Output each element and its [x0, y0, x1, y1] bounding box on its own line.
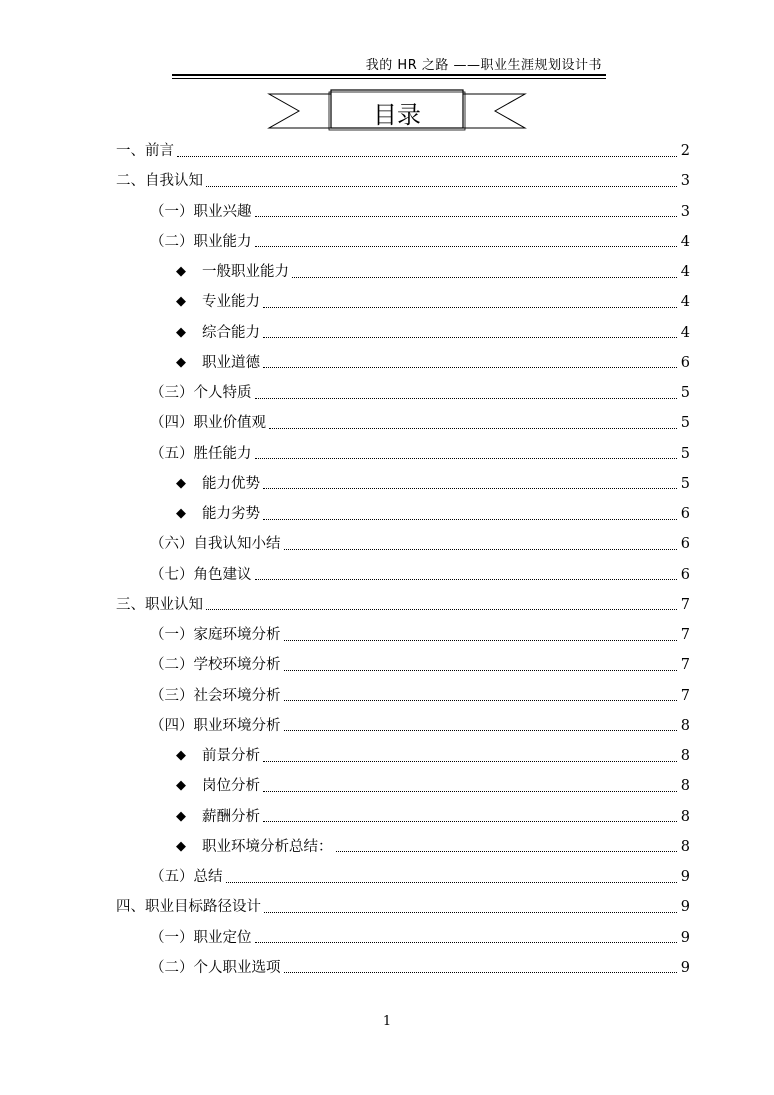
- dot-leader: [263, 487, 677, 489]
- toc-entry-page-number: 5: [680, 445, 690, 462]
- diamond-bullet-icon: ◆: [176, 354, 186, 370]
- toc-entry-label: （四）职业环境分析: [150, 717, 281, 734]
- diamond-bullet-icon: ◆: [176, 475, 186, 491]
- dot-leader: [284, 639, 678, 641]
- toc-entry-page-number: 5: [680, 385, 690, 401]
- toc-entry-label: 四、职业目标路径设计: [116, 899, 261, 916]
- toc-entry-label: 二、自我认知: [116, 173, 203, 190]
- toc-entry[interactable]: [174, 837, 690, 857]
- toc-entry-label: 专业能力: [202, 294, 260, 311]
- dot-leader: [177, 155, 677, 157]
- toc-entry[interactable]: [150, 534, 690, 554]
- dot-leader: [263, 760, 677, 762]
- toc-entry-page-number: 6: [680, 566, 690, 583]
- toc-entry[interactable]: [150, 867, 690, 887]
- toc-entry[interactable]: [116, 897, 690, 917]
- dot-leader: [263, 366, 677, 368]
- toc-entry-page-number: 7: [680, 687, 690, 704]
- toc-entry-page-number: 5: [680, 415, 690, 432]
- toc-entry[interactable]: [174, 262, 690, 282]
- toc-title-banner: [267, 88, 527, 132]
- toc-entry[interactable]: [150, 928, 690, 948]
- toc-entry[interactable]: [174, 323, 690, 343]
- toc-entry-page-number: 2: [680, 143, 690, 159]
- dot-leader: [263, 518, 677, 520]
- toc-entry-label: 职业环境分析总结：: [202, 838, 333, 855]
- toc-entry-page-number: 7: [680, 657, 690, 674]
- toc-entry-label: （六）自我认知小结: [150, 536, 281, 553]
- dot-leader: [263, 306, 677, 308]
- toc-entry[interactable]: [116, 171, 690, 191]
- dot-leader: [255, 397, 678, 399]
- toc-entry[interactable]: [150, 202, 690, 222]
- toc-entry-label: 一、前言: [116, 143, 174, 159]
- toc-entry-page-number: 9: [680, 929, 690, 946]
- dot-leader: [206, 185, 677, 187]
- dot-leader: [269, 427, 677, 429]
- toc-entry[interactable]: [174, 474, 690, 494]
- toc-entry-page-number: 9: [680, 959, 690, 976]
- toc-entry-page-number: 8: [680, 838, 690, 855]
- toc-entry-label: （七）角色建议: [150, 566, 252, 583]
- toc-entry[interactable]: [174, 746, 690, 766]
- toc-entry[interactable]: [116, 595, 690, 615]
- dot-leader: [284, 971, 678, 973]
- toc-entry-page-number: 4: [680, 324, 690, 341]
- dot-leader: [284, 548, 678, 550]
- page-number: 1: [382, 1014, 392, 1029]
- toc-entry[interactable]: [150, 625, 690, 645]
- toc-entry-page-number: 7: [680, 627, 690, 643]
- toc-entry-label: 薪酬分析: [202, 808, 260, 825]
- toc-entry-label: （一）职业兴趣: [150, 203, 252, 220]
- diamond-bullet-icon: ◆: [176, 778, 186, 794]
- dot-leader: [263, 336, 677, 338]
- toc-entry[interactable]: [150, 686, 690, 706]
- toc-entry-label: 岗位分析: [202, 778, 260, 795]
- dot-leader: [255, 941, 678, 943]
- toc-entry-page-number: 5: [680, 475, 690, 492]
- toc-entry-page-number: 8: [680, 808, 690, 825]
- toc-entry[interactable]: [174, 353, 690, 373]
- toc-entry[interactable]: [150, 383, 690, 403]
- toc-entry-page-number: 8: [680, 778, 690, 795]
- toc-entry[interactable]: [174, 504, 690, 524]
- dot-leader: [292, 276, 677, 278]
- diamond-bullet-icon: ◆: [176, 808, 186, 824]
- dot-leader: [284, 699, 678, 701]
- dot-leader: [206, 608, 677, 610]
- toc-entry-label: 能力劣势: [202, 506, 260, 522]
- toc-entry-label: （一）职业定位: [150, 929, 252, 946]
- document-header-title: 我的 HR 之路 ——职业生涯规划设计书: [365, 58, 602, 73]
- dot-leader: [255, 245, 678, 247]
- toc-entry-page-number: 3: [680, 173, 690, 190]
- dot-leader: [255, 215, 678, 217]
- toc-entry-page-number: 8: [680, 748, 690, 764]
- toc-entry[interactable]: [150, 716, 690, 736]
- dot-leader: [263, 820, 677, 822]
- toc-entry[interactable]: [150, 958, 690, 978]
- toc-entry-label: 三、职业认知: [116, 596, 203, 613]
- toc-entry-label: 职业道德: [202, 354, 260, 371]
- toc-entry-label: （二）职业能力: [150, 233, 252, 250]
- toc-entry-page-number: 8: [680, 717, 690, 734]
- toc-entry[interactable]: [174, 292, 690, 312]
- toc-entry-page-number: 7: [680, 596, 690, 613]
- dot-leader: [255, 457, 678, 459]
- toc-entry-page-number: 6: [680, 506, 690, 522]
- toc-entry-label: （二）个人职业选项: [150, 959, 281, 976]
- toc-entry-page-number: 4: [680, 233, 690, 250]
- toc-entry-label: 能力优势: [202, 475, 260, 492]
- toc-entry-page-number: 4: [680, 264, 690, 280]
- diamond-bullet-icon: ◆: [176, 748, 186, 763]
- toc-entry-label: （三）个人特质: [150, 385, 252, 401]
- toc-entry[interactable]: [174, 776, 690, 796]
- toc-entry[interactable]: [150, 232, 690, 252]
- toc-entry-label: （二）学校环境分析: [150, 657, 281, 674]
- toc-entry-label: （三）社会环境分析: [150, 687, 281, 704]
- toc-entry[interactable]: [150, 444, 690, 464]
- toc-entry-label: （一）家庭环境分析: [150, 627, 281, 643]
- diamond-bullet-icon: ◆: [176, 294, 186, 310]
- header-rule-thin: [172, 78, 606, 79]
- toc-entry-label: 前景分析: [202, 748, 260, 764]
- toc-entry-label: （五）总结: [150, 869, 223, 885]
- toc-entry[interactable]: [116, 141, 690, 161]
- toc-entry-label: 一般职业能力: [202, 264, 289, 280]
- toc-entry[interactable]: [174, 807, 690, 827]
- toc-entry-page-number: 4: [680, 294, 690, 311]
- toc-entry-label: （四）职业价值观: [150, 415, 266, 432]
- toc-entry-page-number: 9: [680, 899, 690, 916]
- dot-leader: [263, 790, 677, 792]
- toc-entry-page-number: 9: [680, 869, 690, 885]
- toc-entry-page-number: 6: [680, 354, 690, 371]
- toc-entry[interactable]: [150, 413, 690, 433]
- dot-leader: [284, 729, 678, 731]
- diamond-bullet-icon: ◆: [176, 264, 186, 279]
- toc-entry-label: 综合能力: [202, 324, 260, 341]
- toc-entry[interactable]: [150, 565, 690, 585]
- toc-entry[interactable]: [150, 655, 690, 675]
- diamond-bullet-icon: ◆: [176, 324, 186, 340]
- toc-entry-label: （五）胜任能力: [150, 445, 252, 462]
- dot-leader: [284, 669, 678, 671]
- dot-leader: [336, 850, 678, 852]
- dot-leader: [226, 881, 678, 883]
- toc-entry-page-number: 6: [680, 536, 690, 553]
- dot-leader: [255, 578, 678, 580]
- header-rule-thick: [172, 74, 606, 76]
- dot-leader: [264, 911, 677, 913]
- diamond-bullet-icon: ◆: [176, 838, 186, 854]
- toc-title: 目录: [373, 101, 421, 129]
- diamond-bullet-icon: ◆: [176, 506, 186, 521]
- toc-entry-page-number: 3: [680, 203, 690, 220]
